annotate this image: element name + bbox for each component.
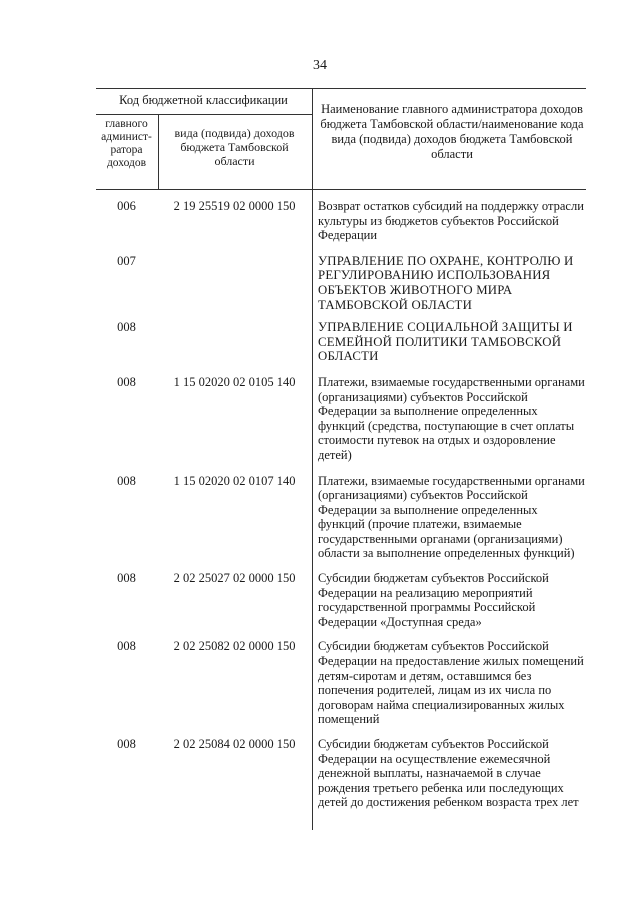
table-header: [96, 88, 586, 189]
budget-code-cell: 2 19 25519 02 0000 150: [173, 199, 296, 213]
table-row: [96, 474, 586, 562]
table-body: [96, 199, 586, 810]
name-cell: Платежи, взимаемые государственными органами (организациями) субъектов Российской Федерации за выполнение определенных функций (прочие платежи, взимаемые государственными органами (организациями) области за выполнение определенных функций): [318, 473, 585, 561]
table-row: [96, 737, 586, 810]
budget-code-cell: 2 02 25082 02 0000 150: [173, 639, 296, 654]
admin-code-cell: 008: [117, 639, 136, 654]
budget-code-cell: 2 02 25027 02 0000 150: [173, 571, 296, 586]
admin-code-cell: 006: [117, 199, 136, 213]
table-row: [96, 199, 586, 243]
budget-code-cell: 1 15 02020 02 0105 140: [173, 374, 296, 389]
name-column-header: Наименование главного администратора доходов бюджета Тамбовской области/наименование кода вида (подвида) доходов бюджета Тамбовской области: [320, 102, 584, 161]
budget-code-cell: 2 02 25084 02 0000 150: [173, 737, 296, 751]
admin-code-cell: 008: [117, 320, 136, 335]
table-row: [96, 320, 586, 364]
admin-code-cell: 008: [117, 571, 136, 586]
admin-code-cell: 007: [117, 253, 136, 268]
budget-code-table: [96, 88, 586, 810]
admin-code-cell: 008: [117, 374, 136, 389]
table-row: [96, 375, 586, 463]
admin-code-cell: 008: [117, 737, 136, 751]
name-cell: Возврат остатков субсидий на поддержку отрасли культуры из бюджетов субъектов Российской Федерации: [318, 199, 584, 243]
code-group-header: Код бюджетной классификации: [119, 93, 288, 107]
budget-code-cell: [157, 320, 312, 364]
header-col-divider-1: [158, 115, 159, 189]
name-cell: Платежи, взимаемые государственными органами (организациями) субъектов Российской Федерации за выполнение определенных функций (средства, поступающие в счет оплаты стоимости путевок на отдых и оздоровление детей): [318, 374, 585, 462]
page-number: 34: [313, 58, 327, 73]
table-row: [96, 254, 586, 312]
name-cell: Субсидии бюджетам субъектов Российской Федерации на осуществление ежемесячной денежной выплаты, назначаемой в случае рождения третьего ребенка или последующих детей до достижения ребенком возраста трех лет: [318, 737, 579, 810]
header-bottom-border: [96, 189, 586, 190]
admin-column-header: главного админист-ратора доходов: [101, 118, 152, 169]
table-row: [96, 571, 586, 629]
income-type-column-header: вида (подвида) доходов бюджета Тамбовской области: [174, 126, 295, 168]
name-cell: Субсидии бюджетам субъектов Российской Федерации на предоставление жилых помещений детям-сиротам и детям, оставшимся без попечения родителей, лицам из их числа по договорам найма специализированных жилых помещений: [318, 639, 584, 727]
budget-code-cell: 1 15 02020 02 0107 140: [173, 473, 296, 488]
table-top-border: [96, 88, 586, 89]
name-cell: УПРАВЛЕНИЕ ПО ОХРАНЕ, КОНТРОЛЮ И РЕГУЛИРОВАНИЮ ИСПОЛЬЗОВАНИЯ ОБЪЕКТОВ ЖИВОТНОГО МИРА ТАМБОВСКОЙ ОБЛАСТИ: [318, 253, 574, 312]
name-cell: УПРАВЛЕНИЕ СОЦИАЛЬНОЙ ЗАЩИТЫ И СЕМЕЙНОЙ ПОЛИТИКИ ТАМБОВСКОЙ ОБЛАСТИ: [318, 320, 573, 364]
table-row: [96, 639, 586, 727]
admin-code-cell: 008: [117, 473, 136, 488]
budget-code-cell: [157, 254, 312, 312]
name-cell: Субсидии бюджетам субъектов Российской Федерации на реализацию мероприятий государственной программы Российской Федерации «Доступная среда»: [318, 571, 549, 629]
code-group-divider: [96, 114, 312, 115]
